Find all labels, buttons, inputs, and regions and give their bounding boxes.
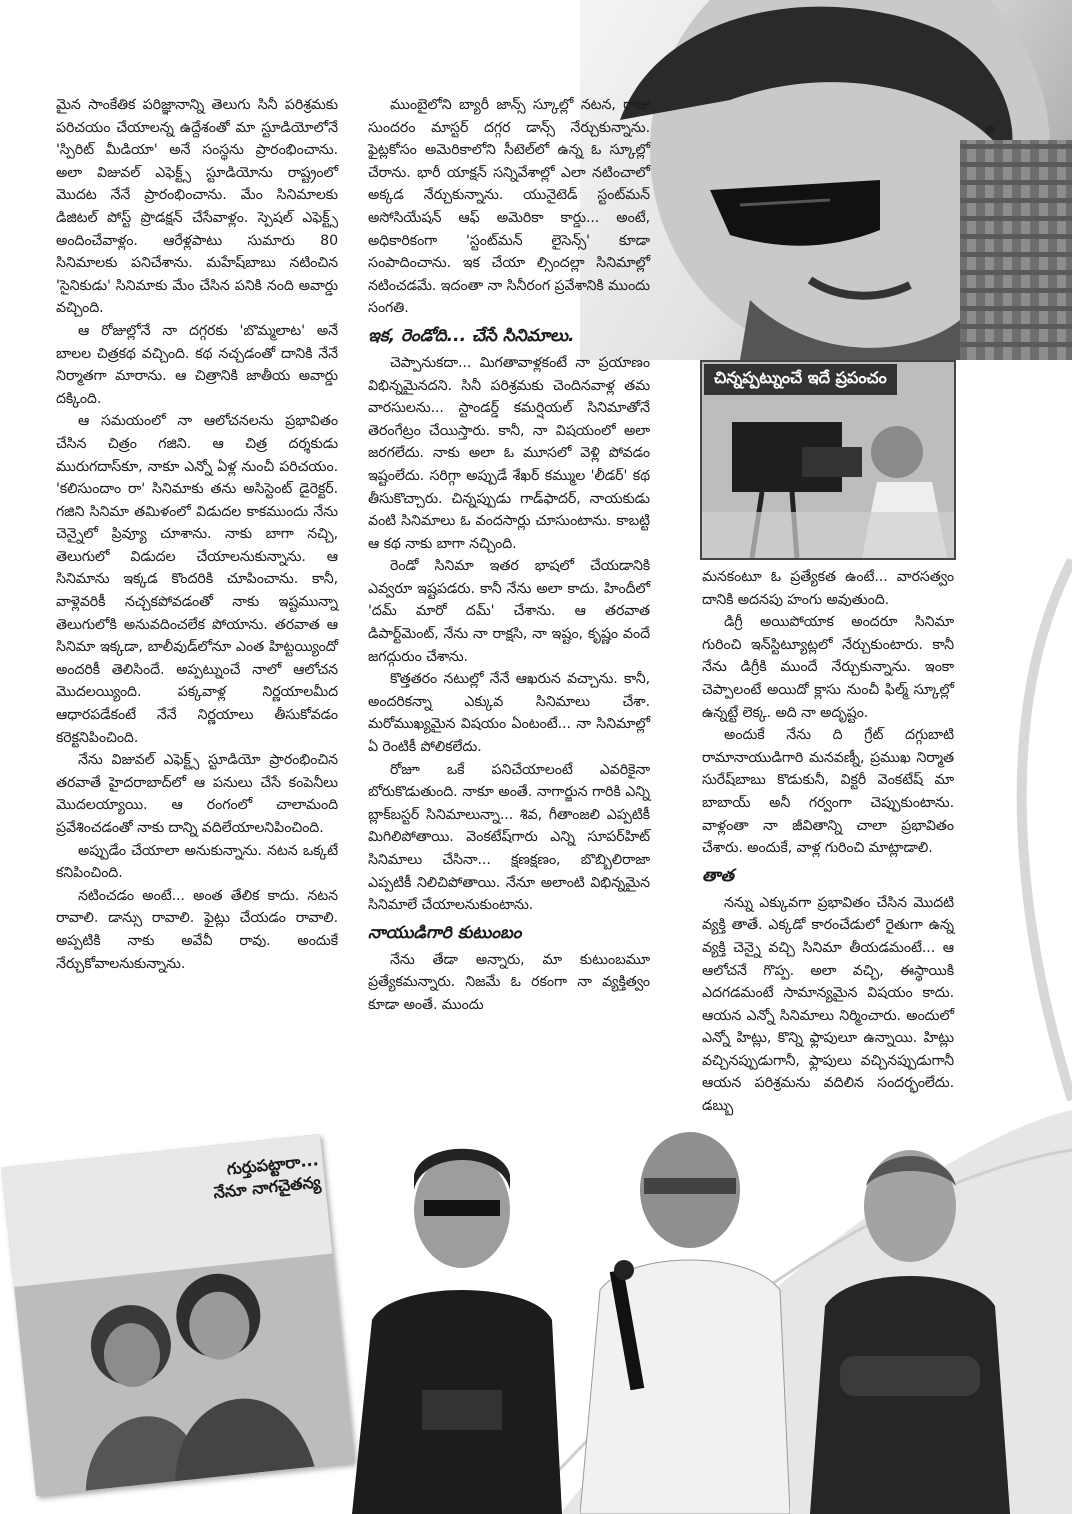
paragraph: అందుకే నేను ది గ్రేట్ దగ్గుబాటి రామానాయుడిగారి మనవణ్నీ, ప్రముఖ నిర్మాత సురేష్‌బాబు కొడుకునీ, విక్టరీ వెంకటేష్ మా బాబాయ్ అనీ గర్వంగా చెప్పుకుంటాను. వాళ్లంతా నా జీవితాన్ని చాలా ప్రభావితం చేశారు. అందుకే, వాళ్ల గురించి మాట్లాడాలి. [702,727,954,857]
man-in-black-illustration [352,1140,562,1514]
paragraph: ముంబైలోని బ్యారీ జాన్స్ స్కూల్లో నటన, రాజు సుందరం మాస్టర్ దగ్గర డాన్స్ నేర్చుకున్నాను. ఫైట్లకోసం అమెరికాలోని సీటెల్‌లో ఉన్న ఓ స్కూల్లో చేరాను. భారీ యాక్షన్ సన్నివేశాల్లో ఎలా నటించాలో అక్కడ నేర్చుకున్నాను. యునైటెడ్ స్టంట్‌మన్ అసోసియేషన్ ఆఫ్ అమెరికా కార్డు... అంటే, అధికారికంగా 'స్టంట్‌మన్ లైసెన్స్' కూడా సంపాదించాను. ఇక చేయా ల్సిందల్లా సినిమాల్లో నటించడమే. ఇదంతా నా సినీరంగ ప్రవేశానికి ముందు సంగతి. [368,97,650,317]
section-heading: నాయుడిగారి కుటుంబం [368,922,522,943]
paragraph: అప్పుడేం చేయాలా అనుకున్నాను. నటన ఒక్కటే కనిపించింది. [56,842,338,882]
paragraph: డిగ్రీ అయిపోయాక అందరూ సినిమా గురించి ఇన్‌స్టిట్యూట్లలో నేర్చుకుంటారు. కానీ నేను డిగ్రీకి ముందే నేర్చుకున్నాను. ఇంకా చెప్పాలంటే అయిదో క్లాసు నుంచీ ఫిల్మ్ స్కూల్లో ఉన్నట్టే లెక్క. అది నా అదృష్టం. [702,614,954,721]
elder-mic-photo [580,1120,790,1514]
man-arms-crossed-illustration [810,1136,1010,1514]
father-arms-crossed-photo [810,1136,1010,1514]
paragraph: ఆ రోజుల్లోనే నా దగ్గరకు 'బొమ్మలాట' అనే బాలల చిత్రకథ వచ్చింది. కథ నచ్చడంతో దానికి నేనే నిర్మాతగా మారాను. ఆ చిత్రానికి జాతీయ అవార్డు దక్కింది. [56,322,338,407]
paragraph: రోజూ ఒకే పనిచేయాలంటే ఎవరికైనా బోరుకొడుతుంది. నాకూ అంతే. నాగార్జున గారికి ఎన్ని బ్లాక్‌బస్టర్ సినిమాలున్నా... శివ, గీతాంజలి ఎప్పటికీ మిగిలిపోతాయి. వెంకటేష్‌గారు ఎన్ని సూపర్‌హిట్ సినిమాలు చేసినా... క్షణక్షణం, బొబ్బిలిరాజా ఎప్పటికీ నిలిచిపోతాయి. నేనూ అలాంటి విభిన్నమైన సినిమాలే చేయాలనుకుంటాను. [368,761,650,914]
paragraph: రెండో సినిమా ఇతర భాషలో చేయడానికి ఎవ్వరూ ఇష్టపడరు. కానీ నేను అలా కాదు. హిందీలో 'దమ్ మారో దమ్' చేశాను. ఆ తరవాత డిపార్ట్‌మెంట్, నేను నా రాక్షసి, నా ఇష్టం, కృష్ణం వందే జగద్గురుం చేశాను. [368,558,650,665]
article-column-2 [368,94,650,1017]
paragraph: మైన సాంకేతిక పరిజ్ఞానాన్ని తెలుగు సినీ పరిశ్రమకు పరిచయం చేయాలన్న ఉద్దేశంతో మా స్టూడియోలోనే 'స్పిరిట్ మీడియా' అనే సంస్థను ప్రారంభించాను. అలా విజువల్ ఎఫెక్ట్స్ స్టూడియోను రాష్ట్రంలో మొదట నేనే ప్రారంభించాను. మేం సినిమాలకు డిజిటల్ పోస్ట్ ప్రొడక్షన్ చేసేవాళ్లం. స్పెషల్ ఎఫెక్ట్స్ అందించేవాళ్లం. ఆరేళ్లపాటు సుమారు 80 సినిమాలకు పనిచేశాను. మహేష్‌బాబు నటించిన 'సైనికుడు' సినిమాకు మేం చేసిన పనికి నంది అవార్డు వచ్చింది. [56,97,338,317]
paragraph: నేను విజువల్ ఎఫెక్ట్స్ స్టూడియో ప్రారంభించిన తరవాతే హైదరాబాద్‌లో ఆ పనులు చేసే కంపెనీలు మొదలయ్యాయి. ఆ రంగంలో చాలామంది ప్రవేశించడంతో నాకు దాన్ని వదిలేయాలనిపించింది. [56,752,338,836]
inset-caption: చిన్నప్పట్నుంచే ఇదే ప్రపంచం [704,364,897,395]
portrait-illustration [580,0,1072,360]
paragraph: నన్ను ఎక్కువగా ప్రభావితం చేసిన మొదటి వ్యక్తి తాతే. ఎక్కడో కారంచేడులో రైతుగా ఉన్న వ్యక్తి చెన్నై వచ్చి సినిమా తీయడమంటే... ఆ ఆలోచనే గొప్ప. అలా వచ్చి, ఈస్థాయికి ఎదగడమంటే సామాన్యమైన విషయం కాదు. ఆయన ఎన్నో సినిమాలు నిర్మించారు. అందులో ఎన్నో హిట్లు, కొన్ని ఫ్లాపులూ ఉన్నాయి. హిట్లు వచ్చినప్పుడుగానీ, ఫ్లాపులు వచ్చినప్పుడుగానీ ఆయన పరిశ్రమను వదిలిన సందర్భంలేదు. డబ్బు [702,894,954,1115]
paragraph: ఆ సమయంలో నా ఆలోచనలను ప్రభావితం చేసిన చిత్రం గజిని. ఆ చిత్ర దర్శకుడు మురుగదాస్‌కూ, నాకూ ఎన్నో ఏళ్ల నుంచీ పరిచయం. 'కలిసుందాం రా' సినిమాకు తను అసిస్టెంట్ డైరెక్టర్. గజిని సినిమా తమిళంలో విడుదల కాకముందు నేను చెన్నైలో ప్రివ్యూ చూశాను. నాకు బాగా నచ్చి, తెలుగులో విడుదల చేయాలనుకున్నాను. ఆ సినిమాను ఇక్కడ కొందరికి చూపించాను. కానీ, వాళ్లెవరికీ నచ్చకపోవడంతో నాకు ఇష్టమున్నా తెలుగులోకి అనువదించలేక పోయాను. తరవాత ఆ సినిమా ఇక్కడా, బాలీవుడ్‌లోనూ ఎంత హిట్టయ్యిందో అందరికీ తెలిసిందే. అప్పట్నుంచే నాలో ఆలోచన మొదలయ్యింది. పక్కవాళ్ల నిర్ణయాలమీద ఆధారపడేకంటే నేనే నిర్ణయాలు తీసుకోవడం కరెక్టనిపించింది. [56,413,338,746]
paragraph: మనకంటూ ఓ ప్రత్యేకత ఉంటే... వారసత్వం దానికి అదనపు హంగు అవుతుంది. [702,569,954,608]
actor-glasses-photo [352,1140,562,1514]
paragraph: నటించడం అంటే... అంత తేలిక కాదు. నటన రావాలి. డాన్సు రావాలి. ఫైట్లు చేయడం రావాలి. అప్పటికి నాకు అవేవీ రావు. అందుకే నేర్చుకోవాలనుకున్నాను. [56,887,338,972]
man-with-microphone-illustration [580,1120,790,1514]
section-heading: తాత [702,865,734,886]
section-heading: ఇక, రెండోది... చేసే సినిమాలు. [368,325,575,346]
caption-line: గుర్తుపట్టారా... [225,1150,320,1179]
paragraph: కొత్తతరం నటుల్లో నేనే ఆఖరున వచ్చాను. కానీ, అందరికన్నా ఎక్కువ సినిమాలు చేశా. మరోముఖ్యమైన విషయం ఏంటంటే... నా సినిమాల్లో ఏ రెంటికీ పోలికలేదు. [368,671,650,756]
paragraph: చెప్పానుకదా... మిగతావాళ్లకంటే నా ప్రయాణం విభిన్నమైనదని. సినీ పరిశ్రమకు చెందినవాళ్ల తమ వారసులను... స్టాండర్డ్ కమర్షియల్ సినిమాతోనే తెరంగేట్రం చేయిస్తారు. కానీ, నా విషయంలో అలా జరగలేదు. నాకు అలా ఓ మూసలో వెళ్లి పోవడం ఇష్టంలేదు. సరిగ్గా అప్పుడే శేఖర్ కమ్ముల 'లీడర్' కథ తీసుకొచ్చారు. చిన్నప్పుడు గాడ్‌ఫాదర్, నాయకుడు వంటి సినిమాలు ఓ వందసార్లు చూసుంటాను. కాబట్టి ఆ కథ నాకు బాగా నచ్చింది. [368,354,650,552]
hero-portrait-photo [580,0,1072,360]
article-column-3 [702,566,954,1118]
article-column-1 [56,94,338,975]
caption-line: నేనూ నాగచైతన్య [212,1172,322,1203]
paragraph: నేను తేడా అన్నారు, మా కుటుంబమూ ప్రత్యేకమన్నారు. నిజమే ఓ రకంగా నా వ్యక్తిత్వం కూడా అంతే. ముందు [368,951,650,1013]
